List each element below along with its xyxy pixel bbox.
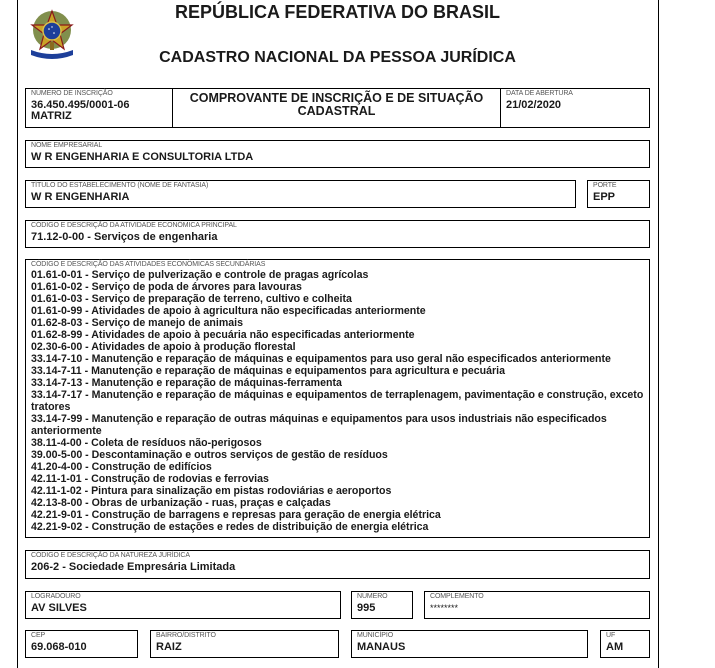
- bairro-box: [150, 630, 339, 658]
- logradouro-value: AV SILVES: [31, 602, 87, 614]
- nome-empresarial-label: NOME EMPRESARIAL: [31, 142, 103, 149]
- list-item: 42.13-8-00 - Obras de urbanização - ruas, praças e calçadas: [31, 497, 331, 509]
- list-item: 42.21-9-02 - Construção de estações e redes de distribuição de energia elétrica: [31, 521, 429, 533]
- municipio-value: MANAUS: [357, 641, 406, 653]
- cep-box: [25, 630, 138, 658]
- titulo-estabelecimento-value: W R ENGENHARIA: [31, 191, 130, 203]
- municipio-label: MUNICÍPIO: [357, 632, 394, 639]
- comprovante-title-box: [172, 88, 501, 128]
- page-title: REPÚBLICA FEDERATIVA DO BRASIL: [174, 2, 500, 22]
- bairro-value: RAIZ: [156, 641, 182, 653]
- list-item: 02.30-6-00 - Atividades de apoio à produção florestal: [31, 341, 296, 353]
- natureza-juridica-box: [25, 550, 650, 579]
- atividade-principal-label: CÓDIGO E DESCRIÇÃO DA ATIVIDADE ECONÔMICA PRINCIPAL: [31, 222, 237, 229]
- logradouro-box: [25, 591, 341, 619]
- nome-empresarial-value: W R ENGENHARIA E CONSULTORIA LTDA: [31, 151, 254, 163]
- logradouro-label: LOGRADOURO: [31, 593, 81, 600]
- list-item: 33.14-7-13 - Manutenção e reparação de máquinas-ferramenta: [31, 377, 342, 389]
- atividade-principal-box: [25, 220, 650, 248]
- inscricao-label: NÚMERO DE INSCRIÇÃO: [31, 90, 113, 97]
- page-subtitle: CADASTRO NACIONAL DA PESSOA JURÍDICA: [159, 49, 516, 66]
- cep-value: 69.068-010: [31, 641, 87, 653]
- list-item: 01.62-8-99 - Atividades de apoio à pecuária não especificadas anteriormente: [31, 329, 415, 341]
- list-item: 42.11-1-02 - Pintura para sinalização em pistas rodoviárias e aeroportos: [31, 485, 392, 497]
- complemento-label: COMPLEMENTO: [430, 593, 484, 600]
- list-item: 01.61-0-01 - Serviço de pulverização e controle de pragas agrícolas: [31, 269, 369, 281]
- titulo-estabelecimento-label: TÍTULO DO ESTABELECIMENTO (NOME DE FANTASIA): [31, 182, 209, 189]
- list-item: 33.14-7-10 - Manutenção e reparação de máquinas e equipamentos para uso geral não especificados anteriormente: [31, 353, 611, 365]
- comprovante-title-line1: COMPROVANTE DE INSCRIÇÃO E DE SITUAÇÃO: [189, 91, 484, 105]
- porte-value: EPP: [593, 191, 616, 203]
- list-item: 39.00-5-00 - Descontaminação e outros serviços de gestão de resíduos: [31, 449, 388, 461]
- numero-box: [351, 591, 413, 619]
- list-item: 38.11-4-00 - Coleta de resíduos não-perigosos: [31, 437, 262, 449]
- list-item: 01.61-0-02 - Serviço de poda de árvores para lavouras: [31, 281, 302, 293]
- inscricao-box: [25, 88, 173, 128]
- list-item: 42.11-1-01 - Construção de rodovias e ferrovias: [31, 473, 269, 485]
- bairro-label: BAIRRO/DISTRITO: [156, 632, 216, 639]
- abertura-label: DATA DE ABERTURA: [506, 90, 573, 97]
- comprovante-title-line2: CADASTRAL: [297, 104, 376, 118]
- natureza-juridica-label: CÓDIGO E DESCRIÇÃO DA NATUREZA JURÍDICA: [31, 552, 190, 559]
- natureza-juridica-value: 206-2 - Sociedade Empresária Limitada: [31, 561, 236, 573]
- atividades-secundarias-box: [25, 259, 650, 538]
- list-item: 33.14-7-17 - Manutenção e reparação de máquinas e equipamentos de terraplenagem, pavimentação e construção, exceto tratores: [31, 389, 644, 413]
- uf-label: UF: [606, 632, 616, 639]
- abertura-box: [500, 88, 650, 128]
- list-item: 01.62-8-03 - Serviço de manejo de animais: [31, 317, 243, 329]
- list-item: 33.14-7-99 - Manutenção e reparação de outras máquinas e equipamentos para usos industriais não especificados anteriormente: [31, 413, 607, 437]
- inscricao-tipo: MATRIZ: [31, 110, 72, 122]
- list-item: 41.20-4-00 - Construção de edifícios: [31, 461, 212, 473]
- titulo-estabelecimento-box: [25, 180, 576, 208]
- numero-value: 995: [357, 602, 376, 614]
- abertura-value: 21/02/2020: [506, 99, 562, 111]
- nome-empresarial-box: [25, 140, 650, 168]
- numero-label: NÚMERO: [357, 593, 388, 600]
- list-item: 33.14-7-11 - Manutenção e reparação de máquinas e equipamentos para agricultura e pecuária: [31, 365, 505, 377]
- porte-label: PORTE: [593, 182, 617, 189]
- municipio-box: [351, 630, 588, 658]
- atividade-principal-value: 71.12-0-00 - Serviços de engenharia: [31, 231, 218, 243]
- porte-box: [587, 180, 650, 208]
- complemento-value: ********: [430, 603, 459, 613]
- list-item: 42.21-9-01 - Construção de barragens e represas para geração de energia elétrica: [31, 509, 441, 521]
- list-item: 01.61-0-99 - Atividades de apoio à agricultura não especificadas anteriormente: [31, 305, 426, 317]
- uf-value: AM: [606, 641, 624, 653]
- inscricao-numero: 36.450.495/0001-06: [31, 99, 130, 111]
- atividades-secundarias-list: [31, 269, 645, 533]
- uf-box: [600, 630, 650, 658]
- complemento-box: [424, 591, 650, 619]
- cep-label: CEP: [31, 632, 46, 639]
- list-item: 01.61-0-03 - Serviço de preparação de terreno, cultivo e colheita: [31, 293, 352, 305]
- atividades-secundarias-label: CÓDIGO E DESCRIÇÃO DAS ATIVIDADES ECONÔMICAS SECUNDÁRIAS: [31, 261, 266, 268]
